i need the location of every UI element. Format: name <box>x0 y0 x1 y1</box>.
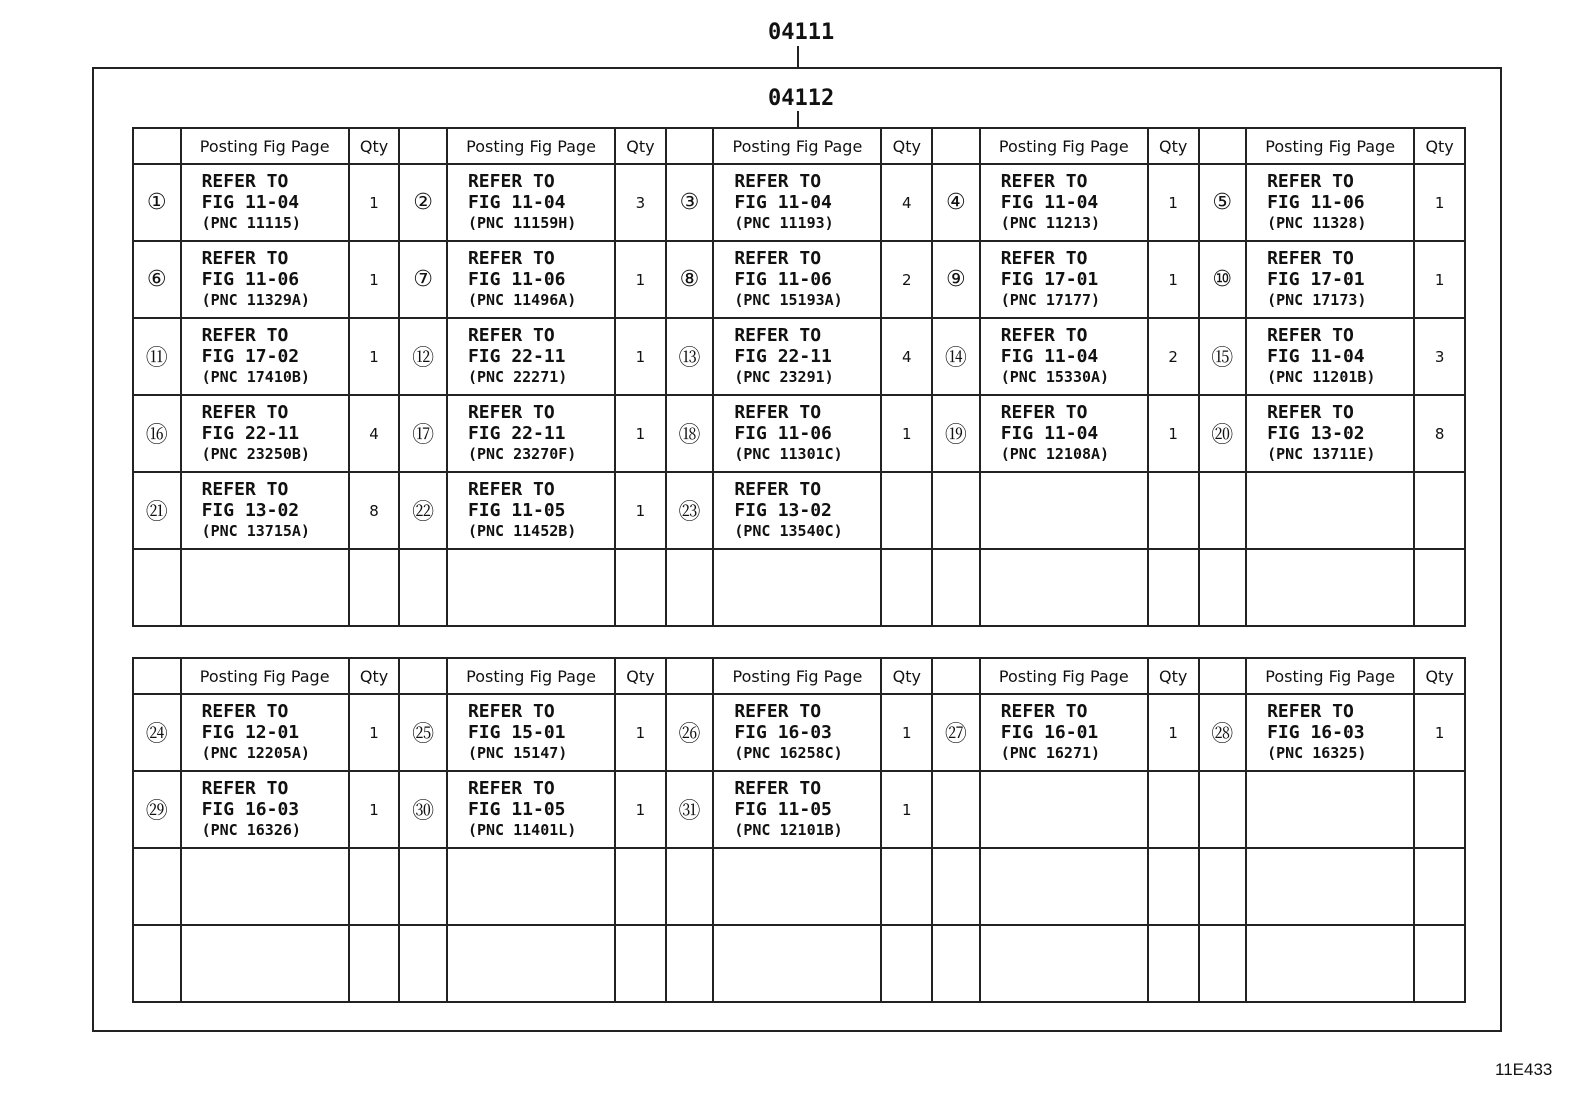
pnc-label: (PNC 17177) <box>1000 291 1101 309</box>
header-qty: Qty <box>615 128 666 164</box>
item-number: ㉕ <box>399 694 447 771</box>
refer-to-label: REFER TO <box>467 479 555 500</box>
assembly-code-inner: 04112 <box>768 86 835 111</box>
posting-reference <box>181 925 349 1002</box>
quantity: 8 <box>1414 395 1465 472</box>
item-number <box>932 848 980 925</box>
item-number: ④ <box>932 164 980 241</box>
refer-to-label: REFER TO <box>467 778 555 799</box>
fig-page-label: FIG 16-01 <box>1000 722 1099 743</box>
item-number <box>1199 925 1247 1002</box>
item-number <box>133 925 181 1002</box>
header-num-cell <box>932 658 980 694</box>
posting-reference <box>181 395 349 472</box>
refer-to-label: REFER TO <box>734 171 822 192</box>
item-number: ㉒ <box>399 472 447 549</box>
item-number: ⑭ <box>932 318 980 395</box>
header-qty: Qty <box>1414 128 1465 164</box>
item-number: ㉑ <box>133 472 181 549</box>
header-qty: Qty <box>881 658 932 694</box>
pnc-label: (PNC 11328) <box>1267 214 1367 232</box>
header-num-cell <box>133 128 181 164</box>
item-number: ⑨ <box>932 241 980 318</box>
quantity: 1 <box>349 318 400 395</box>
quantity <box>615 848 666 925</box>
item-number <box>1199 771 1247 848</box>
item-number <box>666 925 714 1002</box>
fig-page-label: FIG 11-04 <box>1000 423 1099 444</box>
item-number <box>932 549 980 626</box>
header-posting-fig-page: Posting Fig Page <box>447 658 615 694</box>
quantity <box>1148 472 1199 549</box>
item-number: ⑦ <box>399 241 447 318</box>
posting-reference <box>1246 549 1414 626</box>
refer-to-label: REFER TO <box>734 479 822 500</box>
fig-page-label: FIG 11-06 <box>201 269 300 290</box>
refer-to-label: REFER TO <box>201 479 289 500</box>
fig-page-label: FIG 11-04 <box>1267 346 1365 367</box>
quantity <box>1414 472 1465 549</box>
fig-page-label: FIG 11-06 <box>734 423 832 444</box>
quantity: 1 <box>1414 164 1465 241</box>
posting-reference <box>980 925 1148 1002</box>
quantity <box>881 925 932 1002</box>
fig-page-label: FIG 16-03 <box>201 799 300 820</box>
item-number: ⑲ <box>932 395 980 472</box>
quantity: 1 <box>881 771 932 848</box>
item-number <box>399 549 447 626</box>
quantity: 4 <box>349 395 400 472</box>
pnc-label: (PNC 17173) <box>1267 291 1367 309</box>
quantity: 1 <box>615 395 666 472</box>
posting-reference <box>980 164 1148 241</box>
quantity: 4 <box>881 318 932 395</box>
item-number: ⑩ <box>1199 241 1247 318</box>
posting-reference <box>980 694 1148 771</box>
posting-table-2 <box>132 657 1466 1003</box>
quantity: 1 <box>615 472 666 549</box>
item-number <box>666 549 714 626</box>
assembly-code-outer: 04111 <box>768 20 835 45</box>
illustration-code: 11E433 <box>1495 1060 1553 1079</box>
fig-page-label: FIG 12-01 <box>201 722 300 743</box>
item-number <box>1199 472 1247 549</box>
refer-to-label: REFER TO <box>201 171 289 192</box>
fig-page-label: FIG 17-01 <box>1000 269 1099 290</box>
item-number: ⑧ <box>666 241 714 318</box>
quantity: 1 <box>615 694 666 771</box>
item-number: ㉚ <box>399 771 447 848</box>
quantity <box>1414 925 1465 1002</box>
pnc-label: (PNC 17410B) <box>201 368 310 386</box>
fig-page-label: FIG 22-11 <box>201 423 300 444</box>
posting-reference <box>447 549 615 626</box>
posting-reference <box>447 241 615 318</box>
refer-to-label: REFER TO <box>201 325 289 346</box>
table-row <box>133 848 1465 925</box>
fig-page-label: FIG 13-02 <box>734 500 832 521</box>
posting-reference <box>181 549 349 626</box>
posting-reference <box>181 848 349 925</box>
header-num-cell <box>1199 128 1247 164</box>
header-qty: Qty <box>1148 128 1199 164</box>
pnc-label: (PNC 11159H) <box>467 214 577 232</box>
fig-page-label: FIG 15-01 <box>467 722 566 743</box>
refer-to-label: REFER TO <box>734 701 822 722</box>
quantity: 2 <box>1148 318 1199 395</box>
header-num-cell <box>399 658 447 694</box>
pnc-label: (PNC 11201B) <box>1267 368 1376 386</box>
posting-reference <box>447 694 615 771</box>
quantity: 1 <box>615 771 666 848</box>
header-posting-fig-page: Posting Fig Page <box>980 128 1148 164</box>
posting-reference <box>1246 771 1414 848</box>
quantity: 1 <box>881 395 932 472</box>
posting-reference <box>181 472 349 549</box>
header-posting-fig-page: Posting Fig Page <box>713 658 881 694</box>
refer-to-label: REFER TO <box>1267 402 1354 423</box>
fig-page-label: FIG 11-04 <box>1000 346 1099 367</box>
pnc-label: (PNC 16325) <box>1267 744 1367 762</box>
item-number <box>932 925 980 1002</box>
item-number <box>399 848 447 925</box>
refer-to-label: REFER TO <box>467 171 555 192</box>
posting-reference <box>713 318 881 395</box>
pnc-label: (PNC 12205A) <box>201 744 310 762</box>
quantity <box>349 549 400 626</box>
fig-page-label: FIG 11-06 <box>1267 192 1365 213</box>
pnc-label: (PNC 11213) <box>1000 214 1101 232</box>
header-posting-fig-page: Posting Fig Page <box>1246 128 1414 164</box>
item-number: ㉘ <box>1199 694 1247 771</box>
quantity: 1 <box>1414 694 1465 771</box>
fig-page-label: FIG 16-03 <box>734 722 832 743</box>
header-num-cell <box>133 658 181 694</box>
quantity: 8 <box>349 472 400 549</box>
item-number: ③ <box>666 164 714 241</box>
pnc-label: (PNC 11496A) <box>467 291 577 309</box>
quantity <box>349 925 400 1002</box>
quantity: 1 <box>1148 164 1199 241</box>
refer-to-label: REFER TO <box>1267 701 1354 722</box>
posting-reference <box>980 472 1148 549</box>
posting-reference <box>980 395 1148 472</box>
quantity: 1 <box>615 318 666 395</box>
quantity <box>1414 549 1465 626</box>
item-number: ② <box>399 164 447 241</box>
table-row <box>133 241 1465 318</box>
pnc-label: (PNC 15330A) <box>1000 368 1110 386</box>
item-number <box>666 848 714 925</box>
fig-page-label: FIG 11-05 <box>467 500 566 521</box>
header-num-cell <box>666 128 714 164</box>
pnc-label: (PNC 22271) <box>467 368 568 386</box>
quantity: 3 <box>615 164 666 241</box>
quantity: 1 <box>1148 395 1199 472</box>
posting-reference <box>1246 241 1414 318</box>
fig-page-label: FIG 17-02 <box>201 346 300 367</box>
fig-page-label: FIG 11-05 <box>467 799 566 820</box>
posting-reference <box>447 164 615 241</box>
posting-reference <box>447 395 615 472</box>
item-number: ⑱ <box>666 395 714 472</box>
posting-reference <box>1246 925 1414 1002</box>
table-row <box>133 771 1465 848</box>
quantity: 1 <box>615 241 666 318</box>
item-number: ⑰ <box>399 395 447 472</box>
item-number: ① <box>133 164 181 241</box>
posting-reference <box>713 395 881 472</box>
refer-to-label: REFER TO <box>467 701 555 722</box>
header-qty: Qty <box>349 128 400 164</box>
item-number <box>932 771 980 848</box>
header-posting-fig-page: Posting Fig Page <box>181 658 349 694</box>
posting-reference <box>447 771 615 848</box>
table-row <box>133 318 1465 395</box>
item-number: ㉓ <box>666 472 714 549</box>
posting-reference <box>181 164 349 241</box>
pnc-label: (PNC 11115) <box>201 214 301 232</box>
refer-to-label: REFER TO <box>467 402 555 423</box>
quantity: 1 <box>349 694 400 771</box>
pnc-label: (PNC 11193) <box>734 214 834 232</box>
header-posting-fig-page: Posting Fig Page <box>181 128 349 164</box>
fig-page-label: FIG 22-11 <box>467 423 566 444</box>
quantity: 2 <box>881 241 932 318</box>
item-number: ㉔ <box>133 694 181 771</box>
refer-to-label: REFER TO <box>1267 248 1354 269</box>
pnc-label: (PNC 11329A) <box>201 291 310 309</box>
posting-reference <box>447 472 615 549</box>
pnc-label: (PNC 11452B) <box>467 522 577 540</box>
posting-reference <box>713 925 881 1002</box>
posting-reference <box>181 694 349 771</box>
posting-reference <box>1246 164 1414 241</box>
quantity: 3 <box>1414 318 1465 395</box>
item-number: ⑬ <box>666 318 714 395</box>
quantity <box>1148 771 1199 848</box>
quantity: 1 <box>1148 694 1199 771</box>
refer-to-label: REFER TO <box>1267 171 1354 192</box>
quantity: 1 <box>349 771 400 848</box>
header-qty: Qty <box>349 658 400 694</box>
posting-reference <box>447 925 615 1002</box>
pnc-label: (PNC 16258C) <box>734 744 843 762</box>
posting-reference <box>713 771 881 848</box>
pnc-label: (PNC 23250B) <box>201 445 310 463</box>
fig-page-label: FIG 13-02 <box>201 500 300 521</box>
fig-page-label: FIG 11-06 <box>467 269 566 290</box>
item-number: ㉙ <box>133 771 181 848</box>
refer-to-label: REFER TO <box>1000 701 1088 722</box>
posting-reference <box>713 549 881 626</box>
header-qty: Qty <box>615 658 666 694</box>
refer-to-label: REFER TO <box>201 402 289 423</box>
fig-page-label: FIG 16-03 <box>1267 722 1365 743</box>
header-num-cell <box>1199 658 1247 694</box>
quantity <box>1148 848 1199 925</box>
posting-reference <box>1246 848 1414 925</box>
outer-code-leader <box>797 46 799 67</box>
quantity <box>1148 549 1199 626</box>
pnc-label: (PNC 23270F) <box>467 445 577 463</box>
refer-to-label: REFER TO <box>1000 248 1088 269</box>
pnc-label: (PNC 15193A) <box>734 291 843 309</box>
posting-reference <box>447 318 615 395</box>
table-row <box>133 395 1465 472</box>
posting-reference <box>713 472 881 549</box>
pnc-label: (PNC 11401L) <box>467 821 577 839</box>
refer-to-label: REFER TO <box>201 701 289 722</box>
item-number <box>133 848 181 925</box>
quantity <box>881 472 932 549</box>
quantity: 1 <box>1148 241 1199 318</box>
quantity <box>1414 771 1465 848</box>
table-row <box>133 925 1465 1002</box>
header-row <box>133 128 1465 164</box>
refer-to-label: REFER TO <box>734 402 822 423</box>
fig-page-label: FIG 11-04 <box>201 192 300 213</box>
header-posting-fig-page: Posting Fig Page <box>980 658 1148 694</box>
refer-to-label: REFER TO <box>467 325 555 346</box>
quantity <box>1148 925 1199 1002</box>
refer-to-label: REFER TO <box>1267 325 1354 346</box>
refer-to-label: REFER TO <box>734 248 822 269</box>
refer-to-label: REFER TO <box>1000 325 1088 346</box>
posting-reference <box>1246 318 1414 395</box>
quantity <box>349 848 400 925</box>
fig-page-label: FIG 11-04 <box>734 192 832 213</box>
item-number: ㉛ <box>666 771 714 848</box>
posting-reference <box>980 318 1148 395</box>
posting-reference <box>1246 694 1414 771</box>
posting-reference <box>447 848 615 925</box>
posting-reference <box>980 848 1148 925</box>
pnc-label: (PNC 16326) <box>201 821 301 839</box>
fig-page-label: FIG 22-11 <box>734 346 832 367</box>
fig-page-label: FIG 22-11 <box>467 346 566 367</box>
item-number: ㉗ <box>932 694 980 771</box>
quantity: 1 <box>349 241 400 318</box>
table-row <box>133 472 1465 549</box>
posting-reference <box>980 241 1148 318</box>
item-number <box>1199 549 1247 626</box>
header-num-cell <box>932 128 980 164</box>
pnc-label: (PNC 15147) <box>467 744 568 762</box>
pnc-label: (PNC 12108A) <box>1000 445 1110 463</box>
posting-table-1 <box>132 127 1466 627</box>
pnc-label: (PNC 16271) <box>1000 744 1101 762</box>
quantity: 4 <box>881 164 932 241</box>
table-row <box>133 549 1465 626</box>
item-number: ⑮ <box>1199 318 1247 395</box>
header-posting-fig-page: Posting Fig Page <box>713 128 881 164</box>
item-number: ⑥ <box>133 241 181 318</box>
pnc-label: (PNC 23291) <box>734 368 834 386</box>
quantity: 1 <box>881 694 932 771</box>
fig-page-label: FIG 11-05 <box>734 799 832 820</box>
posting-reference <box>980 549 1148 626</box>
table-row <box>133 164 1465 241</box>
posting-reference <box>713 241 881 318</box>
pnc-label: (PNC 12101B) <box>734 821 843 839</box>
item-number <box>932 472 980 549</box>
quantity <box>615 925 666 1002</box>
fig-page-label: FIG 11-06 <box>734 269 832 290</box>
item-number: ⑯ <box>133 395 181 472</box>
item-number: ⑤ <box>1199 164 1247 241</box>
posting-reference <box>181 241 349 318</box>
refer-to-label: REFER TO <box>734 325 822 346</box>
item-number: ⑳ <box>1199 395 1247 472</box>
item-number: ⑫ <box>399 318 447 395</box>
fig-page-label: FIG 13-02 <box>1267 423 1365 444</box>
posting-reference <box>713 694 881 771</box>
posting-reference <box>1246 395 1414 472</box>
table-row <box>133 694 1465 771</box>
refer-to-label: REFER TO <box>734 778 822 799</box>
posting-reference <box>181 318 349 395</box>
pnc-label: (PNC 13540C) <box>734 522 843 540</box>
header-posting-fig-page: Posting Fig Page <box>1246 658 1414 694</box>
header-num-cell <box>666 658 714 694</box>
refer-to-label: REFER TO <box>201 248 289 269</box>
header-posting-fig-page: Posting Fig Page <box>447 128 615 164</box>
pnc-label: (PNC 11301C) <box>734 445 843 463</box>
header-qty: Qty <box>1148 658 1199 694</box>
posting-reference <box>980 771 1148 848</box>
header-qty: Qty <box>881 128 932 164</box>
fig-page-label: FIG 11-04 <box>1000 192 1099 213</box>
header-row <box>133 658 1465 694</box>
quantity <box>881 549 932 626</box>
item-number: ㉖ <box>666 694 714 771</box>
quantity <box>881 848 932 925</box>
refer-to-label: REFER TO <box>1000 402 1088 423</box>
refer-to-label: REFER TO <box>467 248 555 269</box>
posting-reference <box>713 164 881 241</box>
refer-to-label: REFER TO <box>1000 171 1088 192</box>
quantity <box>615 549 666 626</box>
refer-to-label: REFER TO <box>201 778 289 799</box>
posting-reference <box>1246 472 1414 549</box>
header-num-cell <box>399 128 447 164</box>
quantity: 1 <box>349 164 400 241</box>
item-number: ⑪ <box>133 318 181 395</box>
quantity <box>1414 848 1465 925</box>
inner-code-leader <box>797 111 799 127</box>
quantity: 1 <box>1414 241 1465 318</box>
item-number <box>399 925 447 1002</box>
header-qty: Qty <box>1414 658 1465 694</box>
fig-page-label: FIG 17-01 <box>1267 269 1365 290</box>
item-number <box>1199 848 1247 925</box>
item-number <box>133 549 181 626</box>
fig-page-label: FIG 11-04 <box>467 192 566 213</box>
pnc-label: (PNC 13711E) <box>1267 445 1376 463</box>
posting-reference <box>713 848 881 925</box>
posting-reference <box>181 771 349 848</box>
pnc-label: (PNC 13715A) <box>201 522 310 540</box>
